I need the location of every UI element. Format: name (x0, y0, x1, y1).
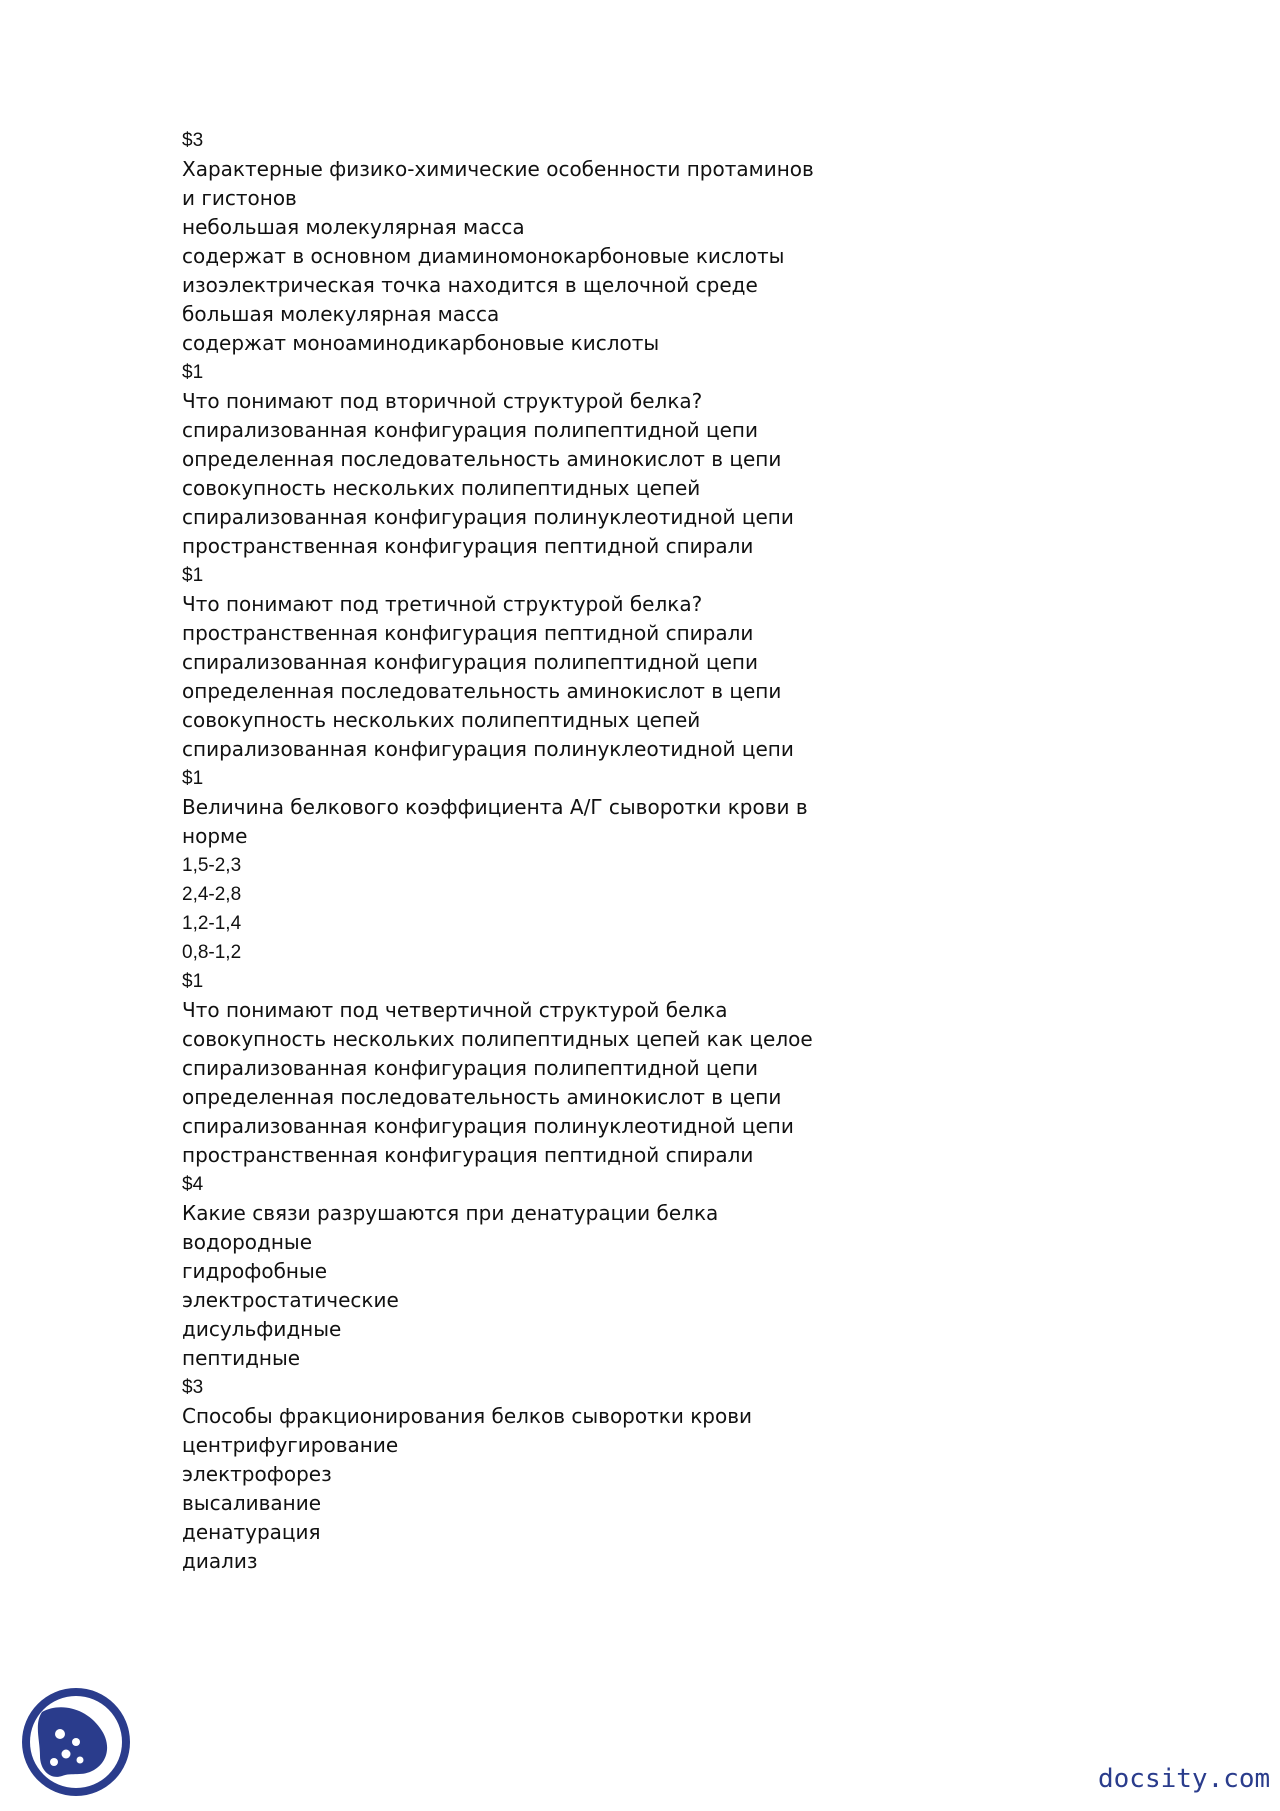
answer-option: спирализованная конфигурация полипептидной цепи (182, 418, 758, 442)
question-text: Какие связи разрушаются при денатурации белка (182, 1201, 719, 1225)
answer-option: пептидные (182, 1346, 301, 1370)
answer-option: пространственная конфигурация пептидной спирали (182, 621, 754, 645)
question-weight: $1 (182, 971, 204, 992)
answer-option: пространственная конфигурация пептидной спирали (182, 1143, 754, 1167)
answer-option: изоэлектрическая точка находится в щелочной среде (182, 273, 758, 297)
answer-option: гидрофобные (182, 1259, 328, 1283)
question-weight: $1 (182, 768, 204, 789)
answer-option: небольшая молекулярная масса (182, 215, 525, 239)
answer-option: спирализованная конфигурация полипептидной цепи (182, 1056, 758, 1080)
docsity-brand-text[interactable]: docsity.com (1098, 1764, 1271, 1794)
answer-option: дисульфидные (182, 1317, 342, 1341)
question-text: Что понимают под вторичной структурой белка? (182, 389, 703, 413)
answer-option: совокупность нескольких полипептидных цепей (182, 708, 701, 732)
answer-option: 1,5-2,3 (182, 855, 242, 876)
docsity-logo-icon (16, 1682, 136, 1802)
answer-option: электростатические (182, 1288, 399, 1312)
answer-option: определенная последовательность аминокислот в цепи (182, 447, 782, 471)
answer-option: 1,2-1,4 (182, 913, 242, 934)
answer-option: спирализованная конфигурация полипептидной цепи (182, 650, 758, 674)
question-text: Что понимают под четвертичной структурой белка (182, 998, 728, 1022)
answer-option: определенная последовательность аминокислот в цепи (182, 1085, 782, 1109)
answer-option: спирализованная конфигурация полинуклеотидной цепи (182, 505, 794, 529)
answer-option: диализ (182, 1549, 258, 1573)
answer-option: определенная последовательность аминокислот в цепи (182, 679, 782, 703)
answer-option: денатурация (182, 1520, 321, 1544)
answer-option: спирализованная конфигурация полинуклеотидной цепи (182, 737, 794, 761)
answer-option: содержат в основном диаминомонокарбоновые кислоты (182, 244, 785, 268)
question-text: Что понимают под третичной структурой белка? (182, 592, 703, 616)
question-weight: $1 (182, 565, 204, 586)
question-text: Способы фракционирования белков сыворотки крови (182, 1404, 752, 1428)
question-weight: $3 (182, 1377, 204, 1398)
answer-option: центрифугирование (182, 1433, 399, 1457)
answer-option: 0,8-1,2 (182, 942, 242, 963)
answer-option: 2,4-2,8 (182, 884, 242, 905)
answer-option: совокупность нескольких полипептидных цепей (182, 476, 701, 500)
answer-option: большая молекулярная масса (182, 302, 500, 326)
question-text: Характерные физико-химические особенности протаминов и гистонов (182, 157, 814, 210)
answer-option: спирализованная конфигурация полинуклеотидной цепи (182, 1114, 794, 1138)
answer-option: совокупность нескольких полипептидных цепей как целое (182, 1027, 813, 1051)
answer-option: пространственная конфигурация пептидной спирали (182, 534, 754, 558)
document-body (182, 126, 822, 1576)
answer-option: содержат моноаминодикарбоновые кислоты (182, 331, 660, 355)
question-text: Величина белкового коэффициента А/Г сыворотки крови в норме (182, 795, 808, 848)
answer-option: водородные (182, 1230, 313, 1254)
question-weight: $4 (182, 1174, 204, 1195)
answer-option: электрофорез (182, 1462, 332, 1486)
answer-option: высаливание (182, 1491, 322, 1515)
question-weight: $3 (182, 130, 204, 151)
docsity-logo-svg (16, 1682, 136, 1802)
question-weight: $1 (182, 362, 204, 383)
